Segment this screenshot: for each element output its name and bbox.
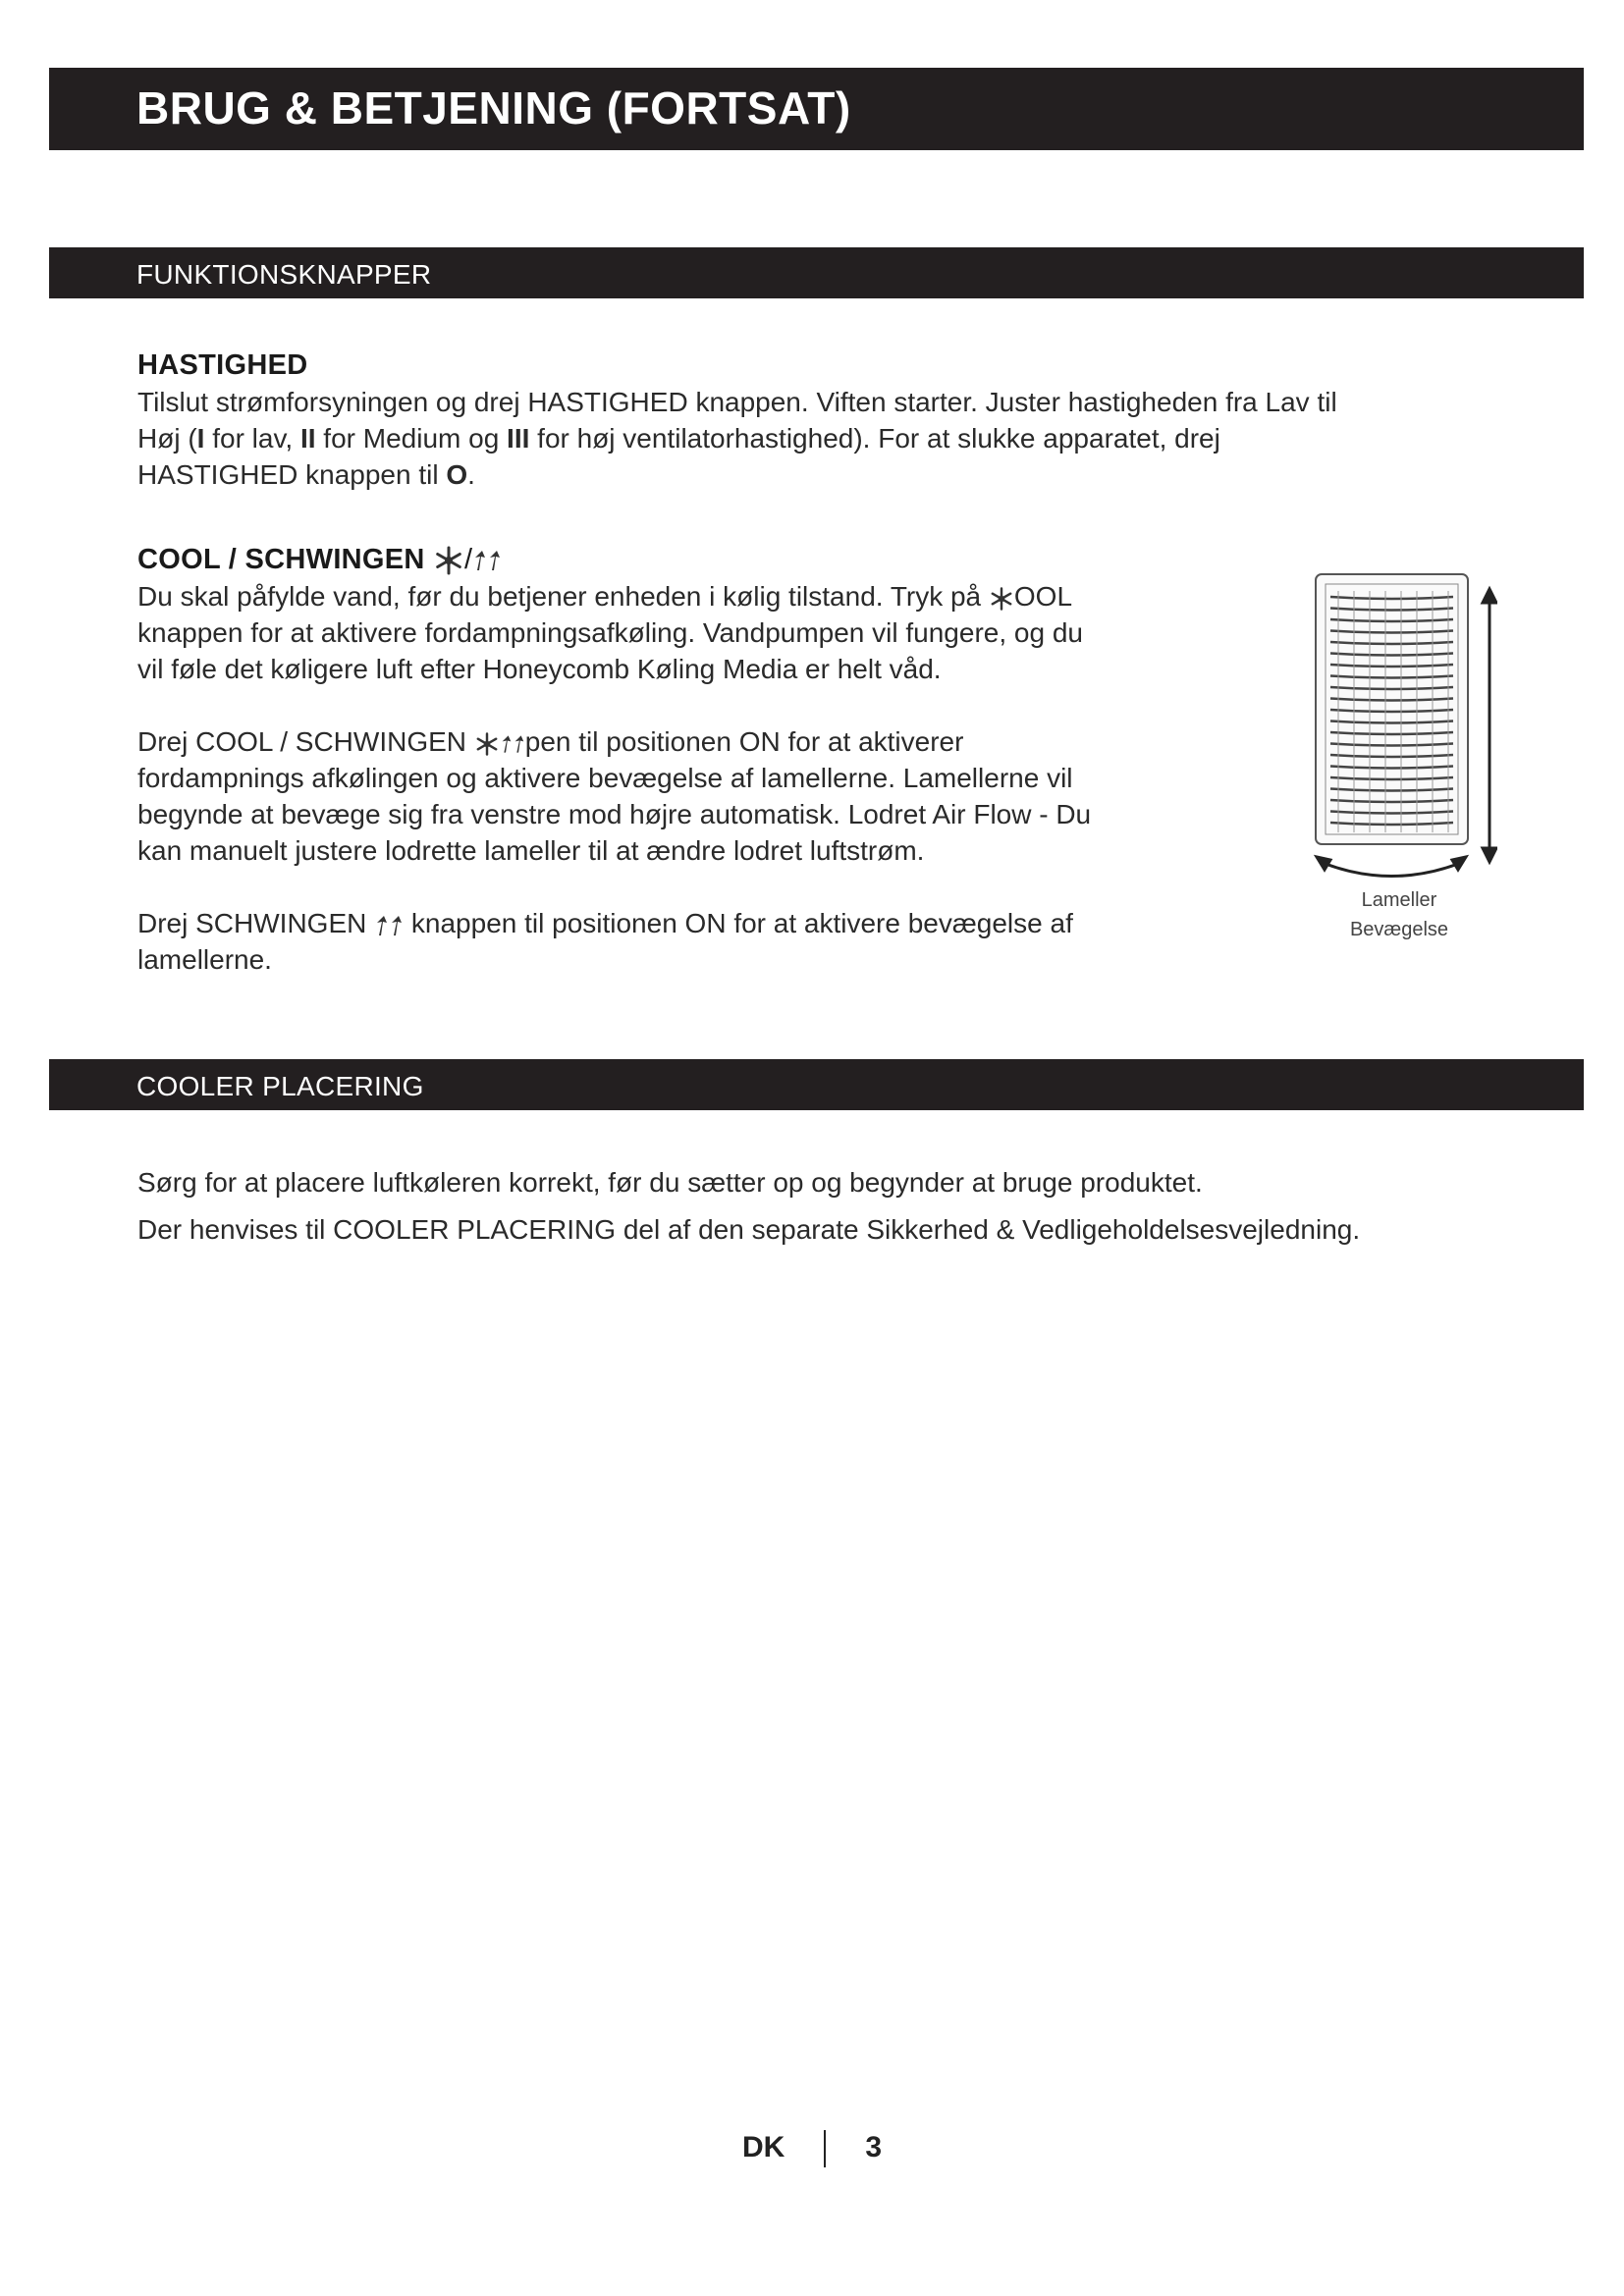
cool-p3-line-2: lamellerne.	[137, 944, 272, 975]
cool-p1-line-2: knappen for at aktivere fordampningsafkøling. Vandpumpen vil fungere, og du	[137, 617, 1083, 648]
page-number: 3	[865, 2130, 883, 2163]
cool-p2-line-1: Drej COOL / SCHWINGEN pen til positionen ON for at aktiverer	[137, 726, 964, 757]
section-bar-funktionsknapper	[49, 247, 1584, 298]
hastighed-line-2: Høj (I for lav, II for Medium og III for høj ventilatorhastighed). For at slukke apparatet, drej	[137, 423, 1220, 454]
swing-icon	[500, 733, 525, 755]
swing-icon	[472, 549, 502, 572]
speed-mark-off: O	[446, 459, 468, 490]
cool-heading: COOL / SCHWINGEN /	[137, 542, 1247, 578]
placering-line-1: Sørg for at placere luftkøleren korrekt, før du sætter op og begynder at bruge produktet.	[137, 1167, 1203, 1198]
page-title: BRUG & BETJENING (FORTSAT)	[136, 82, 851, 133]
cool-p1-line-3: vil føle det køligere luft efter Honeycomb Køling Media er helt våd.	[137, 654, 942, 684]
speed-mark-medium: II	[299, 423, 316, 454]
cool-p2-line-4: kan manuelt justere lodrette lameller til at ændre lodret luftstrøm.	[137, 835, 925, 866]
hastighed-line-1: Tilslut strømforsyningen og drej HASTIGHED knappen. Viften starter. Juster hastigheden fra Lav til	[137, 387, 1337, 417]
snowflake-icon	[989, 586, 1014, 612]
hastighed-line-3: HASTIGHED knappen til O.	[137, 459, 475, 490]
footer-language: DK	[741, 2130, 785, 2163]
speed-mark-low: I	[196, 423, 205, 454]
section-bar-cooler-placering	[49, 1059, 1584, 1110]
caption-line-2: Bevægelse	[1349, 919, 1449, 940]
page-header-bar	[49, 68, 1584, 150]
cool-p3-line-1: Drej SCHWINGEN knappen til positionen ON for at aktivere bevægelse af	[137, 908, 1073, 938]
cool-p1-line-1: Du skal påfylde vand, før du betjener enheden i kølig tilstand. Tryk på OOL	[137, 581, 1073, 612]
section-title: COOLER PLACERING	[136, 1071, 424, 1101]
louver-caption	[1296, 885, 1502, 944]
hastighed-block	[137, 347, 1512, 493]
placering-block	[137, 1159, 1561, 1254]
placering-line-2: Der henvises til COOLER PLACERING del af den separate Sikkerhed & Vedligeholdelsesvejledning.	[137, 1214, 1361, 1245]
footer-divider	[824, 2130, 826, 2167]
snowflake-icon	[433, 545, 464, 576]
section-title: FUNKTIONSKNAPPER	[136, 259, 432, 290]
snowflake-icon	[474, 731, 500, 757]
page-footer	[0, 2130, 1624, 2167]
cool-block	[137, 542, 1247, 978]
caption-line-1: Lameller	[1361, 889, 1437, 911]
speed-mark-high: III	[507, 423, 530, 454]
hastighed-heading: HASTIGHED	[137, 349, 308, 381]
cool-p2-line-3: begynde at bevæge sig fra venstre mod højre automatisk. Lodret Air Flow - Du	[137, 799, 1092, 829]
swing-icon	[374, 914, 404, 937]
cool-p2-line-2: fordampnings afkølingen og aktivere bevægelse af lamellerne. Lamellerne vil	[137, 763, 1073, 793]
louver-illustration	[1301, 569, 1497, 883]
